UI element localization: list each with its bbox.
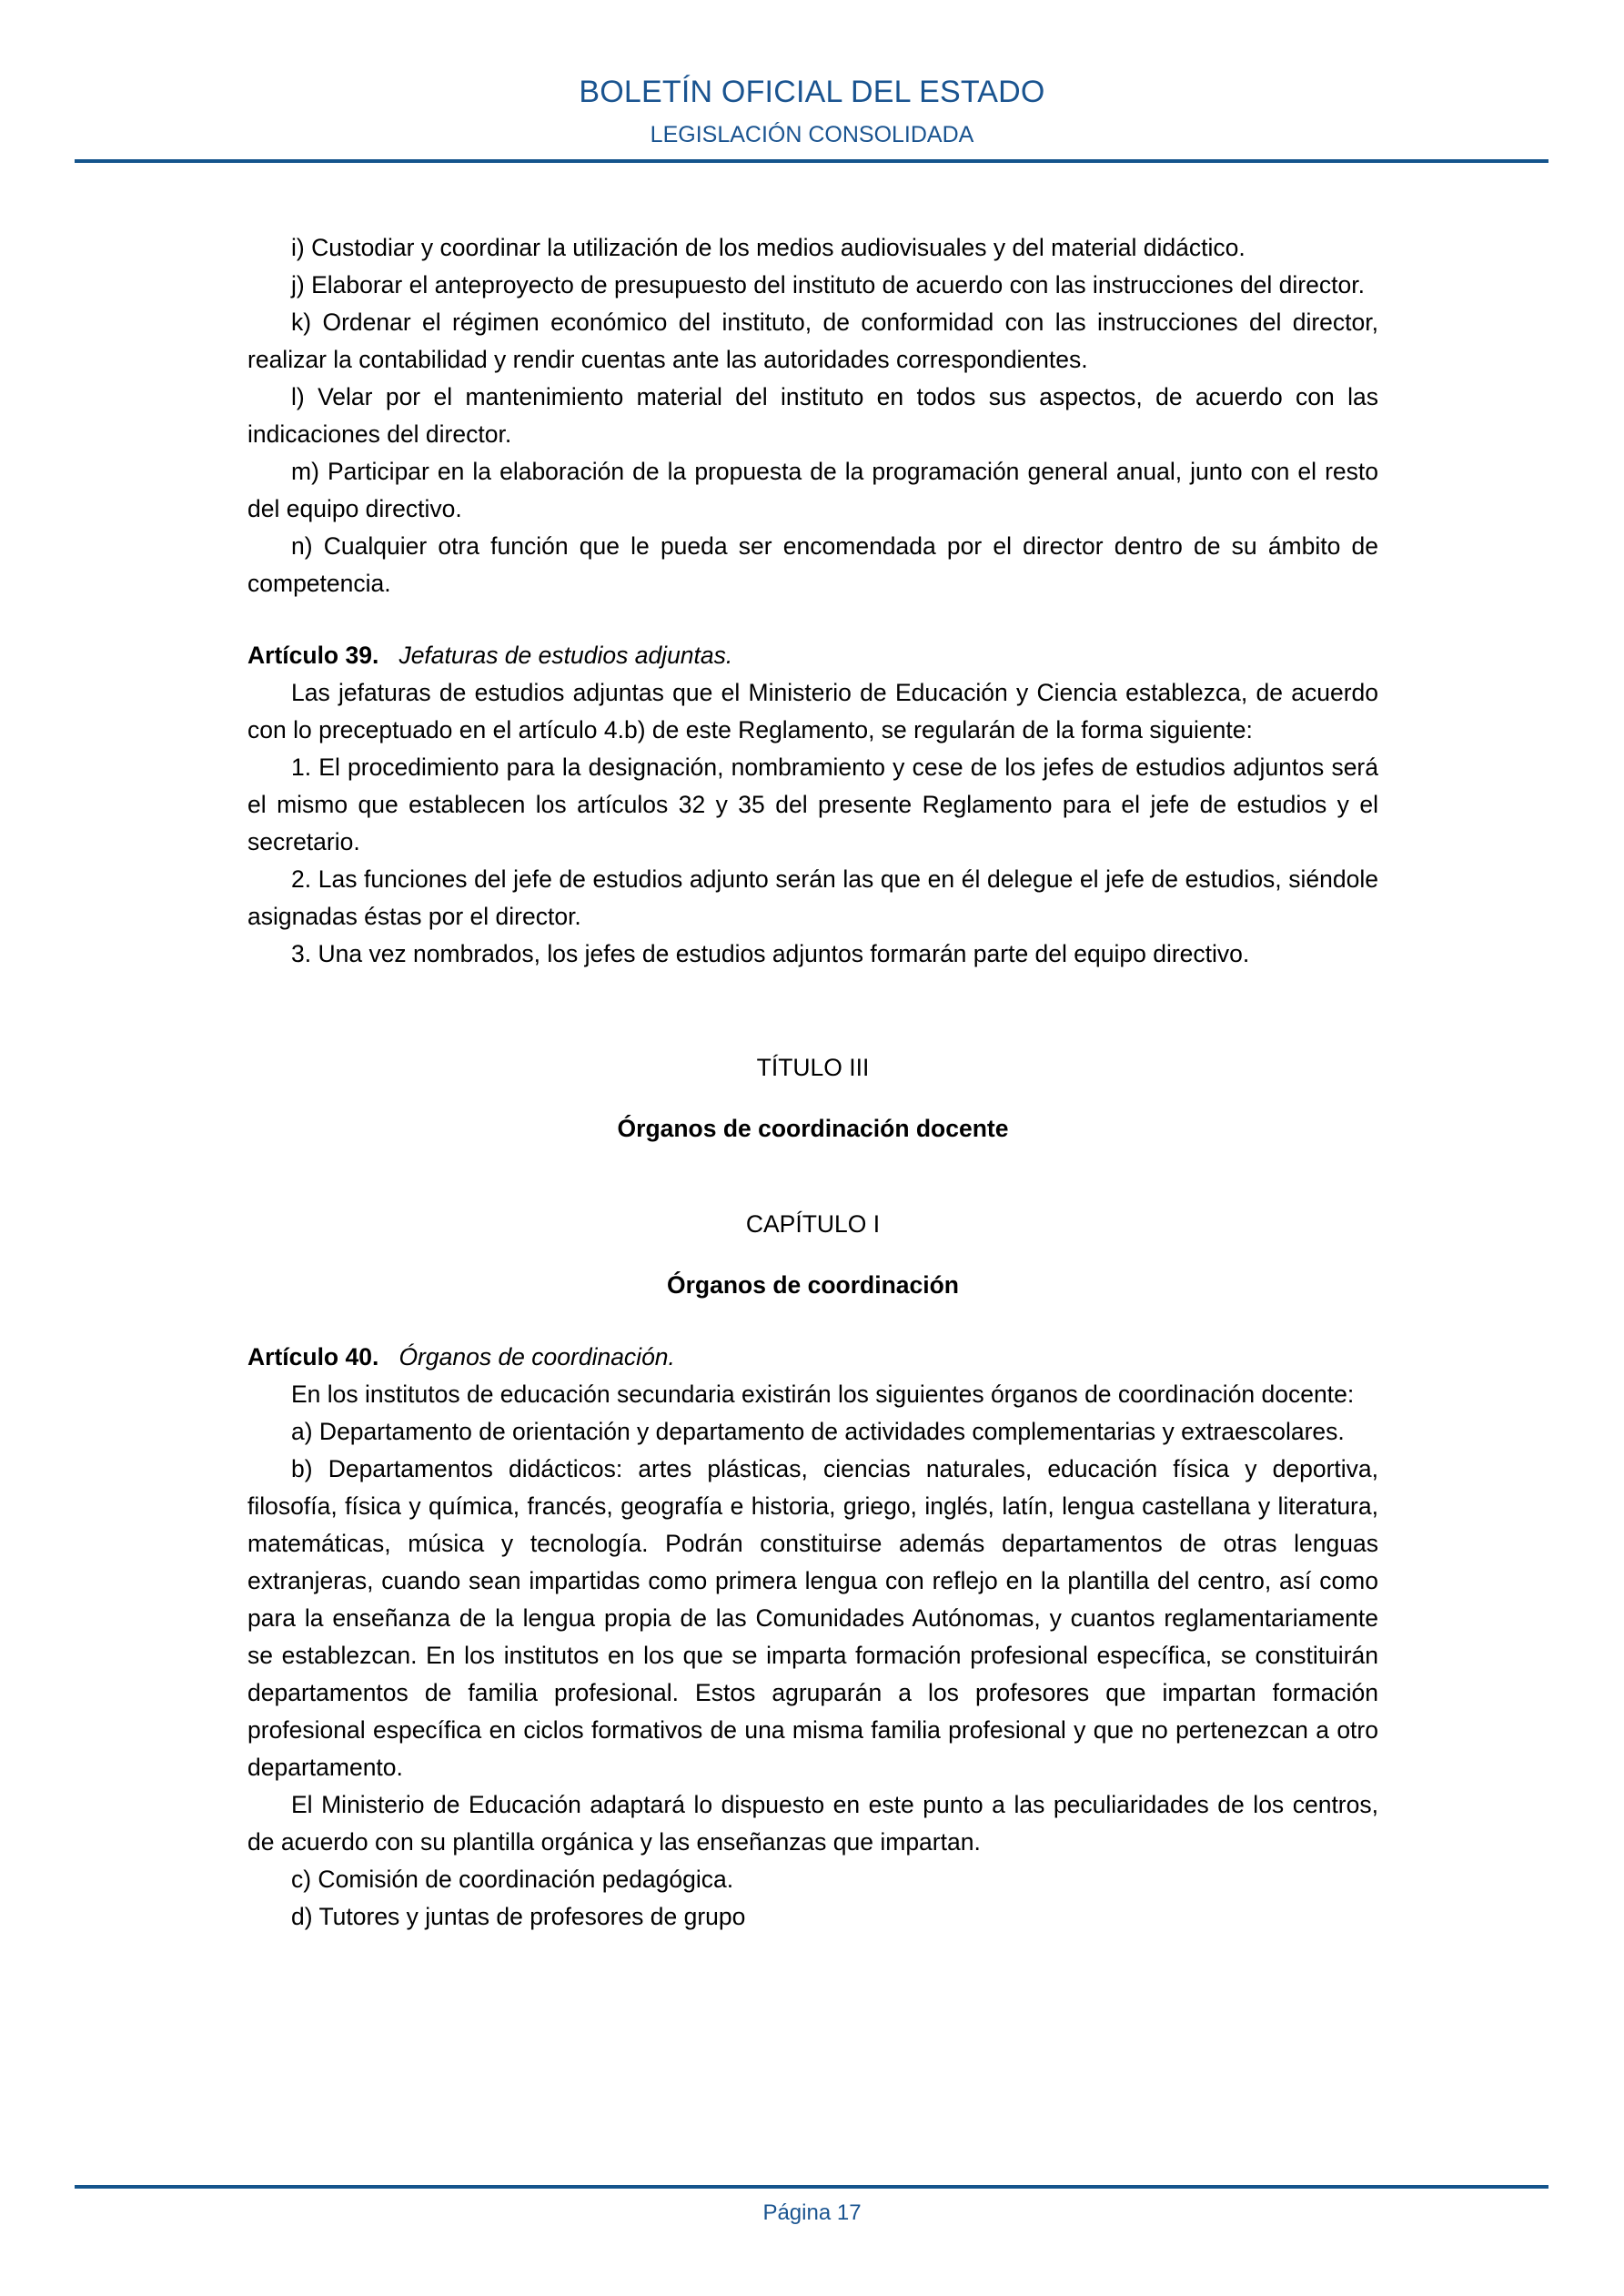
list-item: b) Departamentos didácticos: artes plásticas, ciencias naturales, educación física y deportiva, filosofía, física y química, francés, geografía e historia, griego, inglés, latín, lengua castellana y literatura, matemáticas, música y tecnología. Podrán constituirse además departamentos de otras lenguas extranjeras, cuando sean impartidas como primera lengua con reflejo en la plantilla del centro, así como para la enseñanza de la lengua propia de las Comunidades Autónomas, y cuantos reglamentariamente se establezcan. En los institutos en los que se imparta formación profesional específica, se constituirán departamentos de familia profesional. Estos agruparán a los profesores que impartan formación profesional específica en ciclos formativos de una misma familia profesional y que no pertenezcan a otro departamento. bbox=[247, 1455, 1378, 1781]
list-item: k) Ordenar el régimen económico del instituto, de conformidad con las instrucciones del director, realizar la contabilidad y rendir cuentas ante las autoridades correspondientes. bbox=[247, 308, 1378, 373]
paragraph: Las jefaturas de estudios adjuntas que el Ministerio de Educación y Ciencia establezca, de acuerdo con lo preceptuado en el artículo 4.b) de este Reglamento, se regularán de la forma siguiente: bbox=[247, 679, 1378, 743]
header-title: BOLETÍN OFICIAL DEL ESTADO bbox=[579, 75, 1045, 109]
list-item: d) Tutores y juntas de profesores de grupo bbox=[291, 1903, 746, 1930]
titulo-subtitle: Órganos de coordinación docente bbox=[617, 1115, 1009, 1142]
list-item: i) Custodiar y coordinar la utilización de los medios audiovisuales y del material didáctico. bbox=[291, 234, 1246, 261]
list-item: l) Velar por el mantenimiento material del instituto en todos sus aspectos, de acuerdo con las indicaciones del director. bbox=[247, 383, 1378, 448]
article-heading-40 bbox=[247, 1339, 1378, 1376]
list-item: c) Comisión de coordinación pedagógica. bbox=[291, 1866, 734, 1893]
paragraph: 2. Las funciones del jefe de estudios adjunto serán las que en él delegue el jefe de estudios, siéndole asignadas éstas por el director. bbox=[247, 865, 1378, 930]
paragraph: El Ministerio de Educación adaptará lo dispuesto en este punto a las peculiaridades de los centros, de acuerdo con su plantilla orgánica y las enseñanzas que impartan. bbox=[247, 1791, 1378, 1856]
paragraph: En los institutos de educación secundaria existirán los siguientes órganos de coordinación docente: bbox=[291, 1381, 1355, 1408]
article-rubric: Órganos de coordinación. bbox=[398, 1343, 675, 1371]
list-item: m) Participar en la elaboración de la propuesta de la programación general anual, junto con el resto del equipo directivo. bbox=[247, 458, 1378, 522]
list-item: j) Elaborar el anteproyecto de presupuesto del instituto de acuerdo con las instrucciones del director. bbox=[291, 271, 1365, 298]
capitulo-block bbox=[247, 1206, 1378, 1304]
header-subtitle: LEGISLACIÓN CONSOLIDADA bbox=[650, 121, 974, 147]
titulo-block bbox=[247, 1049, 1378, 1148]
page-header bbox=[0, 0, 1624, 149]
article-number: Artículo 40. bbox=[247, 1343, 379, 1371]
paragraph: 1. El procedimiento para la designación, nombramiento y cese de los jefes de estudios adjuntos será el mismo que establecen los artículos 32 y 35 del presente Reglamento para el jefe de estudios y el secretario. bbox=[247, 754, 1378, 855]
article-heading-39 bbox=[247, 637, 1378, 674]
paragraph: 3. Una vez nombrados, los jefes de estudios adjuntos formarán parte del equipo directivo. bbox=[291, 940, 1250, 967]
list-item: n) Cualquier otra función que le pueda ser encomendada por el director dentro de su ámbito de competencia. bbox=[247, 532, 1378, 597]
list-item: a) Departamento de orientación y departamento de actividades complementarias y extraescolares. bbox=[291, 1418, 1345, 1445]
page-number: Página 17 bbox=[762, 2200, 862, 2225]
header-divider bbox=[75, 159, 1548, 163]
document-content bbox=[247, 229, 1378, 1936]
article-number: Artículo 39. bbox=[247, 642, 379, 669]
titulo-title: TÍTULO III bbox=[756, 1054, 870, 1081]
capitulo-title: CAPÍTULO I bbox=[745, 1210, 881, 1238]
capitulo-subtitle: Órganos de coordinación bbox=[667, 1271, 959, 1299]
footer-divider bbox=[75, 2185, 1548, 2189]
article-rubric: Jefaturas de estudios adjuntas. bbox=[398, 642, 733, 669]
